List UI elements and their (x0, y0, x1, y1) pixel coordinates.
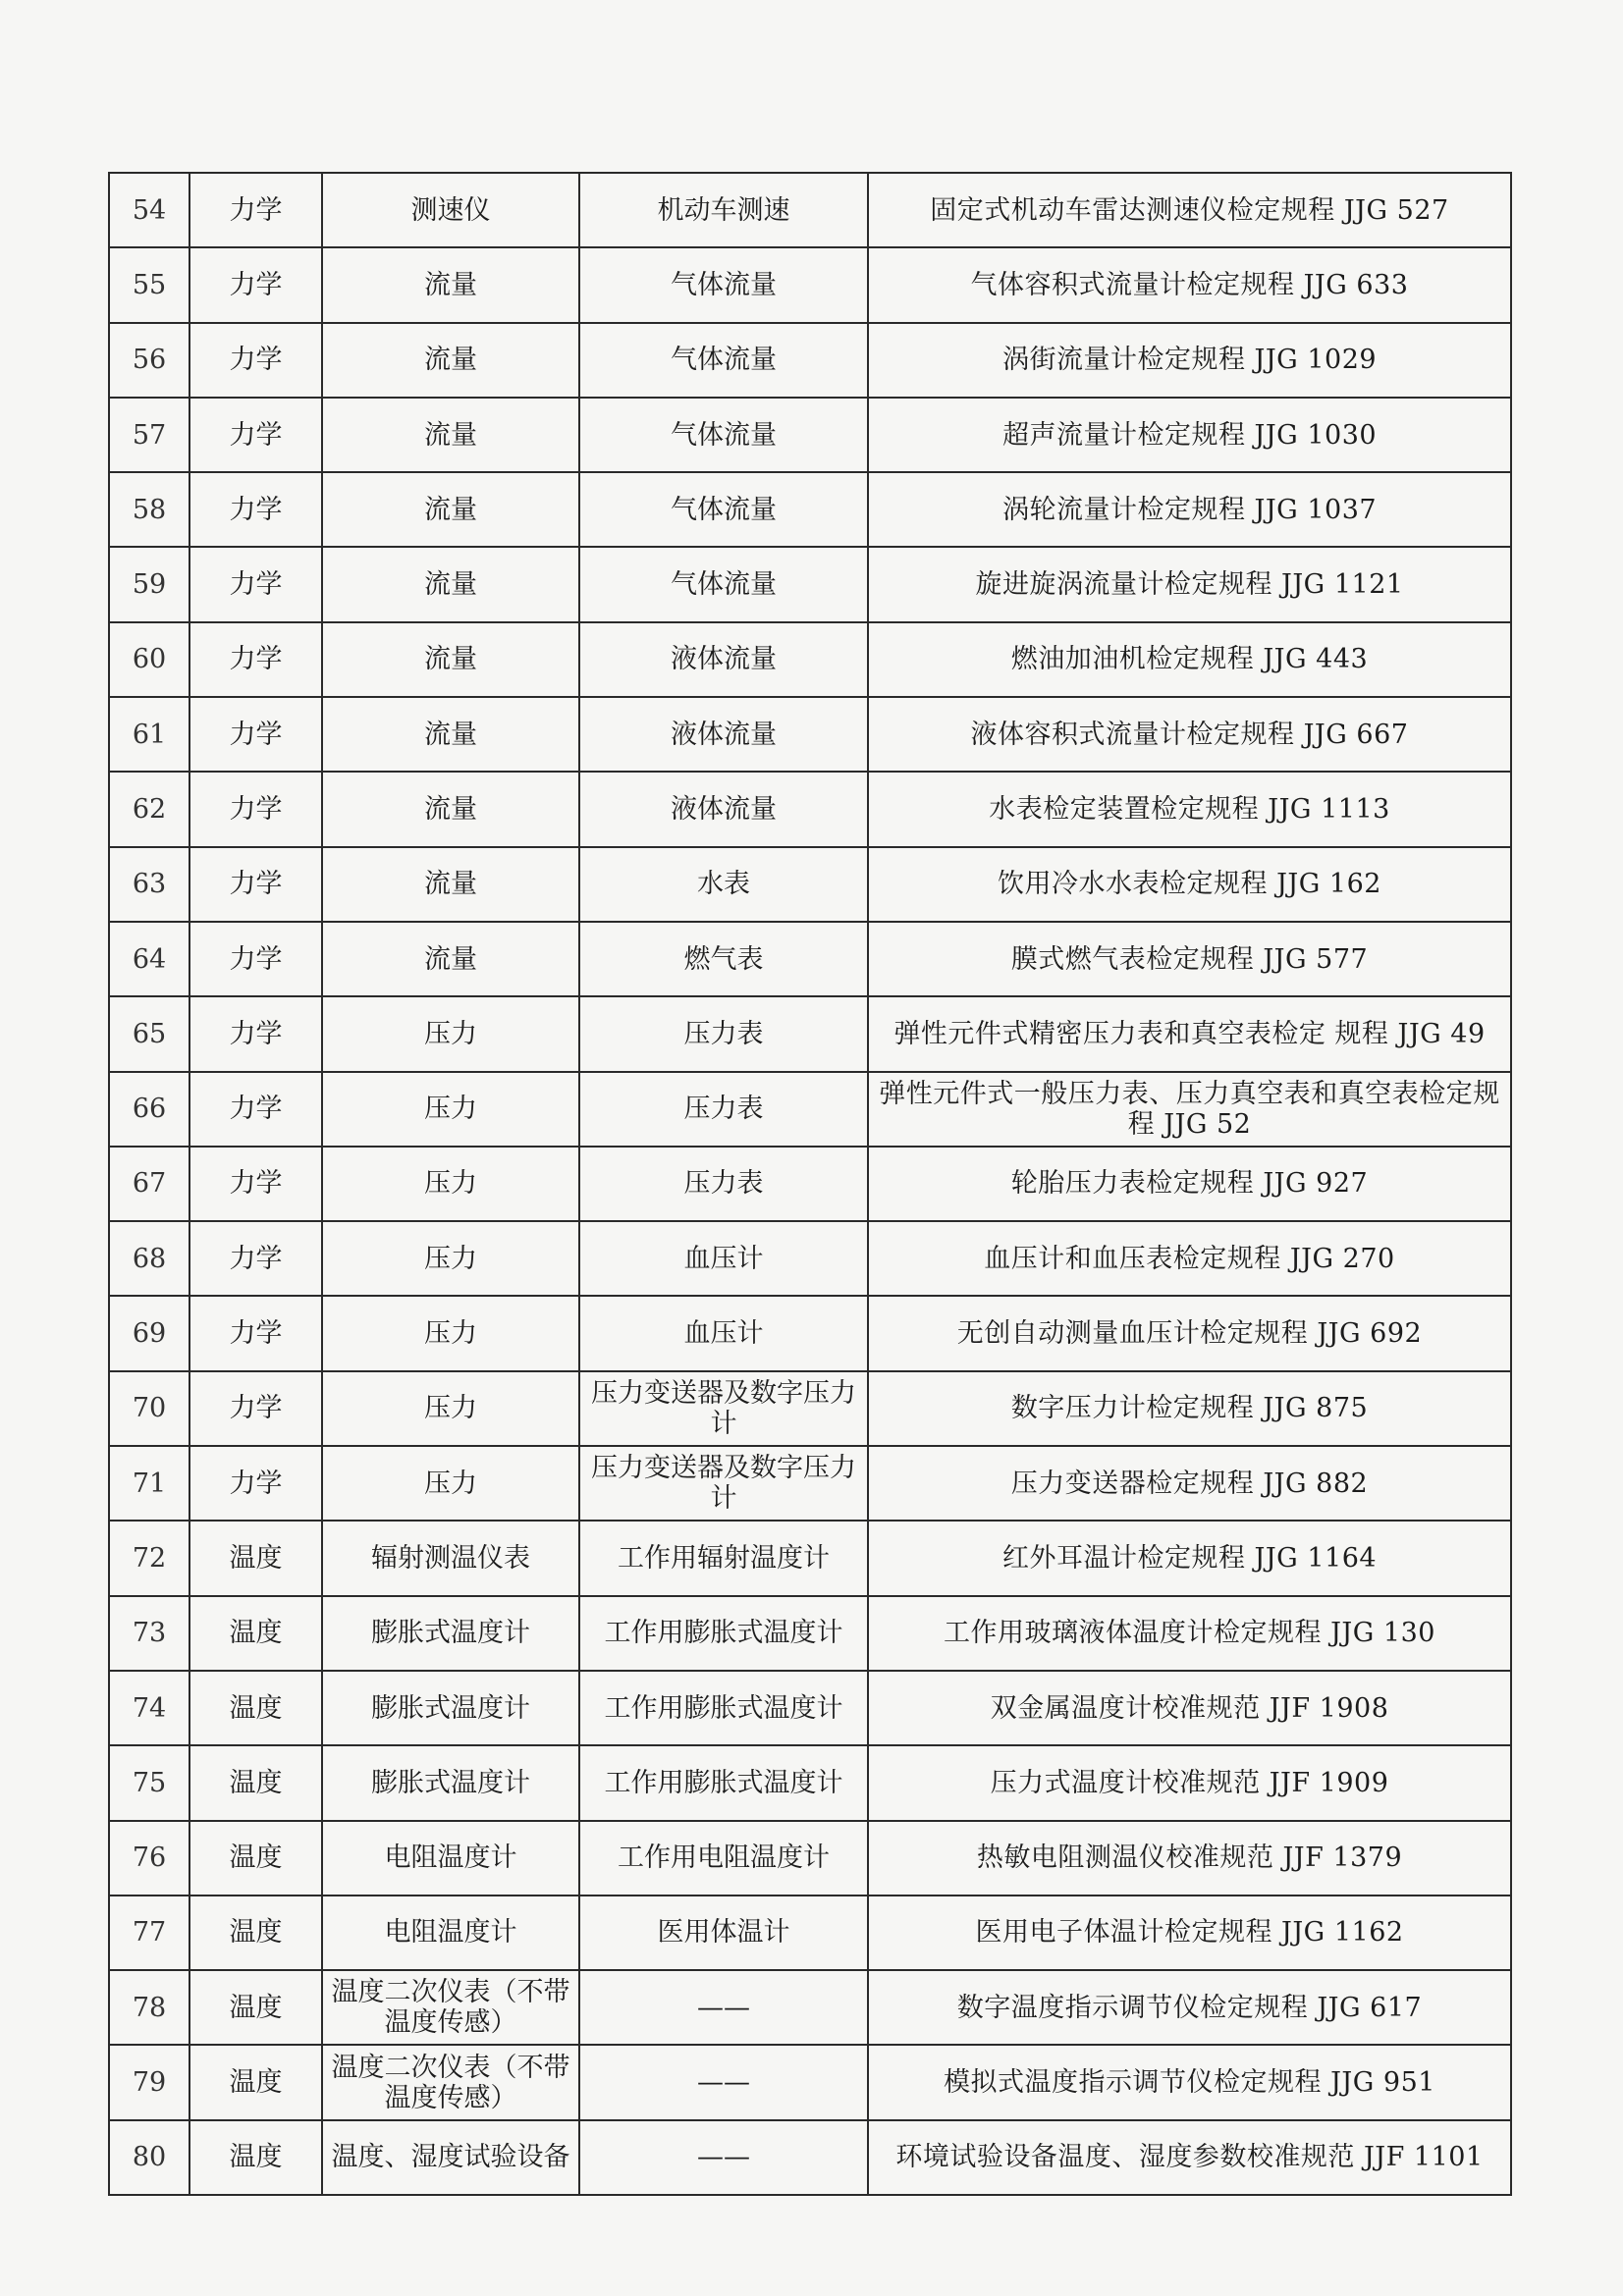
regulation-cell: 液体容积式流量计检定规程 JJG 667 (868, 697, 1511, 772)
regulation-cell: 压力式温度计校准规范 JJF 1909 (868, 1745, 1511, 1820)
instrument-class-cell: 压力 (322, 1072, 579, 1147)
row-number: 76 (109, 1821, 189, 1896)
instrument-class-cell: 压力 (322, 1371, 579, 1446)
table-row (109, 1072, 1511, 1147)
table-row (109, 697, 1511, 772)
instrument-item-cell: 工作用膨胀式温度计 (579, 1671, 868, 1745)
table-row (109, 1896, 1511, 1970)
regulation-cell: 无创自动测量血压计检定规程 JJG 692 (868, 1296, 1511, 1370)
regulation-cell: 水表检定装置检定规程 JJG 1113 (868, 772, 1511, 846)
instrument-item-cell: 压力表 (579, 1147, 868, 1221)
field-cell: 力学 (189, 472, 322, 547)
instrument-item-cell: 压力变送器及数字压力计 (579, 1446, 868, 1521)
table-row (109, 1970, 1511, 2045)
row-number: 71 (109, 1446, 189, 1521)
field-cell: 温度 (189, 1821, 322, 1896)
instrument-class-cell: 流量 (322, 847, 579, 922)
instrument-class-cell: 膨胀式温度计 (322, 1745, 579, 1820)
instrument-class-cell: 流量 (322, 398, 579, 472)
instrument-class-cell: 温度、湿度试验设备 (322, 2120, 579, 2195)
regulation-cell: 工作用玻璃液体温度计检定规程 JJG 130 (868, 1596, 1511, 1671)
row-number: 73 (109, 1596, 189, 1671)
instrument-class-cell: 电阻温度计 (322, 1896, 579, 1970)
table-row (109, 622, 1511, 697)
instrument-class-cell: 温度二次仪表（不带温度传感） (322, 2045, 579, 2119)
instrument-item-cell: 机动车测速 (579, 173, 868, 247)
row-number: 75 (109, 1745, 189, 1820)
instrument-item-cell: —— (579, 1970, 868, 2045)
instrument-item-cell: 燃气表 (579, 922, 868, 996)
field-cell: 力学 (189, 772, 322, 846)
row-number: 80 (109, 2120, 189, 2195)
row-number: 54 (109, 173, 189, 247)
row-number: 67 (109, 1147, 189, 1221)
instrument-item-cell: 气体流量 (579, 398, 868, 472)
field-cell: 温度 (189, 2120, 322, 2195)
regulation-table-body (109, 173, 1511, 2195)
regulation-cell: 弹性元件式精密压力表和真空表检定 规程 JJG 49 (868, 996, 1511, 1071)
regulation-cell: 涡街流量计检定规程 JJG 1029 (868, 323, 1511, 398)
regulation-cell: 气体容积式流量计检定规程 JJG 633 (868, 247, 1511, 322)
instrument-class-cell: 流量 (322, 772, 579, 846)
field-cell: 力学 (189, 1371, 322, 1446)
instrument-item-cell: 工作用膨胀式温度计 (579, 1745, 868, 1820)
table-row (109, 922, 1511, 996)
field-cell: 力学 (189, 398, 322, 472)
instrument-class-cell: 流量 (322, 247, 579, 322)
field-cell: 温度 (189, 1745, 322, 1820)
table-row (109, 472, 1511, 547)
regulation-cell: 膜式燃气表检定规程 JJG 577 (868, 922, 1511, 996)
table-row (109, 323, 1511, 398)
field-cell: 力学 (189, 622, 322, 697)
instrument-class-cell: 膨胀式温度计 (322, 1596, 579, 1671)
field-cell: 力学 (189, 1072, 322, 1147)
regulation-cell: 涡轮流量计检定规程 JJG 1037 (868, 472, 1511, 547)
table-row (109, 2120, 1511, 2195)
regulation-cell: 压力变送器检定规程 JJG 882 (868, 1446, 1511, 1521)
table-row (109, 1671, 1511, 1745)
instrument-class-cell: 电阻温度计 (322, 1821, 579, 1896)
regulation-cell: 饮用冷水水表检定规程 JJG 162 (868, 847, 1511, 922)
instrument-item-cell: 压力变送器及数字压力计 (579, 1371, 868, 1446)
table-row (109, 247, 1511, 322)
regulation-cell: 双金属温度计校准规范 JJF 1908 (868, 1671, 1511, 1745)
regulation-cell: 数字温度指示调节仪检定规程 JJG 617 (868, 1970, 1511, 2045)
instrument-item-cell: 压力表 (579, 1072, 868, 1147)
field-cell: 温度 (189, 1970, 322, 2045)
row-number: 59 (109, 547, 189, 621)
regulation-cell: 环境试验设备温度、湿度参数校准规范 JJF 1101 (868, 2120, 1511, 2195)
row-number: 72 (109, 1521, 189, 1595)
regulation-cell: 弹性元件式一般压力表、压力真空表和真空表检定规程 JJG 52 (868, 1072, 1511, 1147)
table-row (109, 1296, 1511, 1370)
field-cell: 力学 (189, 247, 322, 322)
regulation-cell: 燃油加油机检定规程 JJG 443 (868, 622, 1511, 697)
instrument-item-cell: 水表 (579, 847, 868, 922)
regulation-cell: 医用电子体温计检定规程 JJG 1162 (868, 1896, 1511, 1970)
regulation-cell: 红外耳温计检定规程 JJG 1164 (868, 1521, 1511, 1595)
instrument-item-cell: 医用体温计 (579, 1896, 868, 1970)
table-row (109, 772, 1511, 846)
row-number: 63 (109, 847, 189, 922)
instrument-class-cell: 压力 (322, 996, 579, 1071)
field-cell: 力学 (189, 847, 322, 922)
instrument-class-cell: 测速仪 (322, 173, 579, 247)
row-number: 78 (109, 1970, 189, 2045)
field-cell: 力学 (189, 1296, 322, 1370)
regulation-table (108, 172, 1512, 2196)
table-row (109, 1371, 1511, 1446)
instrument-item-cell: 气体流量 (579, 547, 868, 621)
instrument-class-cell: 流量 (322, 323, 579, 398)
instrument-item-cell: 气体流量 (579, 247, 868, 322)
row-number: 69 (109, 1296, 189, 1370)
table-row (109, 1521, 1511, 1595)
instrument-class-cell: 压力 (322, 1221, 579, 1296)
table-row (109, 1221, 1511, 1296)
instrument-item-cell: 工作用电阻温度计 (579, 1821, 868, 1896)
field-cell: 力学 (189, 547, 322, 621)
regulation-cell: 数字压力计检定规程 JJG 875 (868, 1371, 1511, 1446)
instrument-class-cell: 流量 (322, 472, 579, 547)
instrument-class-cell: 流量 (322, 922, 579, 996)
row-number: 62 (109, 772, 189, 846)
row-number: 57 (109, 398, 189, 472)
instrument-class-cell: 流量 (322, 547, 579, 621)
instrument-class-cell: 辐射测温仪表 (322, 1521, 579, 1595)
row-number: 60 (109, 622, 189, 697)
regulation-cell: 旋进旋涡流量计检定规程 JJG 1121 (868, 547, 1511, 621)
row-number: 74 (109, 1671, 189, 1745)
regulation-cell: 模拟式温度指示调节仪检定规程 JJG 951 (868, 2045, 1511, 2119)
field-cell: 力学 (189, 697, 322, 772)
instrument-item-cell: 液体流量 (579, 772, 868, 846)
instrument-item-cell: 血压计 (579, 1296, 868, 1370)
field-cell: 力学 (189, 1446, 322, 1521)
field-cell: 力学 (189, 996, 322, 1071)
row-number: 64 (109, 922, 189, 996)
row-number: 68 (109, 1221, 189, 1296)
instrument-item-cell: —— (579, 2120, 868, 2195)
table-row (109, 996, 1511, 1071)
field-cell: 力学 (189, 1147, 322, 1221)
field-cell: 力学 (189, 922, 322, 996)
field-cell: 温度 (189, 1896, 322, 1970)
instrument-item-cell: 气体流量 (579, 323, 868, 398)
instrument-class-cell: 温度二次仪表（不带温度传感） (322, 1970, 579, 2045)
instrument-class-cell: 膨胀式温度计 (322, 1671, 579, 1745)
instrument-class-cell: 压力 (322, 1446, 579, 1521)
instrument-class-cell: 流量 (322, 697, 579, 772)
table-row (109, 1446, 1511, 1521)
table-row (109, 547, 1511, 621)
instrument-item-cell: 气体流量 (579, 472, 868, 547)
table-row (109, 1745, 1511, 1820)
regulation-cell: 超声流量计检定规程 JJG 1030 (868, 398, 1511, 472)
row-number: 77 (109, 1896, 189, 1970)
table-row (109, 1147, 1511, 1221)
field-cell: 力学 (189, 323, 322, 398)
row-number: 66 (109, 1072, 189, 1147)
field-cell: 温度 (189, 1596, 322, 1671)
field-cell: 力学 (189, 1221, 322, 1296)
row-number: 61 (109, 697, 189, 772)
regulation-cell: 热敏电阻测温仪校准规范 JJF 1379 (868, 1821, 1511, 1896)
regulation-cell: 固定式机动车雷达测速仪检定规程 JJG 527 (868, 173, 1511, 247)
table-row (109, 398, 1511, 472)
instrument-item-cell: 液体流量 (579, 697, 868, 772)
field-cell: 温度 (189, 2045, 322, 2119)
instrument-item-cell: 液体流量 (579, 622, 868, 697)
field-cell: 力学 (189, 173, 322, 247)
table-row (109, 173, 1511, 247)
row-number: 58 (109, 472, 189, 547)
instrument-item-cell: —— (579, 2045, 868, 2119)
table-row (109, 1596, 1511, 1671)
field-cell: 温度 (189, 1521, 322, 1595)
table-row (109, 1821, 1511, 1896)
row-number: 70 (109, 1371, 189, 1446)
row-number: 55 (109, 247, 189, 322)
instrument-item-cell: 压力表 (579, 996, 868, 1071)
instrument-item-cell: 血压计 (579, 1221, 868, 1296)
table-row (109, 847, 1511, 922)
row-number: 56 (109, 323, 189, 398)
table-row (109, 2045, 1511, 2119)
regulation-cell: 血压计和血压表检定规程 JJG 270 (868, 1221, 1511, 1296)
regulation-cell: 轮胎压力表检定规程 JJG 927 (868, 1147, 1511, 1221)
row-number: 79 (109, 2045, 189, 2119)
instrument-item-cell: 工作用膨胀式温度计 (579, 1596, 868, 1671)
instrument-class-cell: 压力 (322, 1147, 579, 1221)
field-cell: 温度 (189, 1671, 322, 1745)
instrument-item-cell: 工作用辐射温度计 (579, 1521, 868, 1595)
instrument-class-cell: 压力 (322, 1296, 579, 1370)
row-number: 65 (109, 996, 189, 1071)
instrument-class-cell: 流量 (322, 622, 579, 697)
